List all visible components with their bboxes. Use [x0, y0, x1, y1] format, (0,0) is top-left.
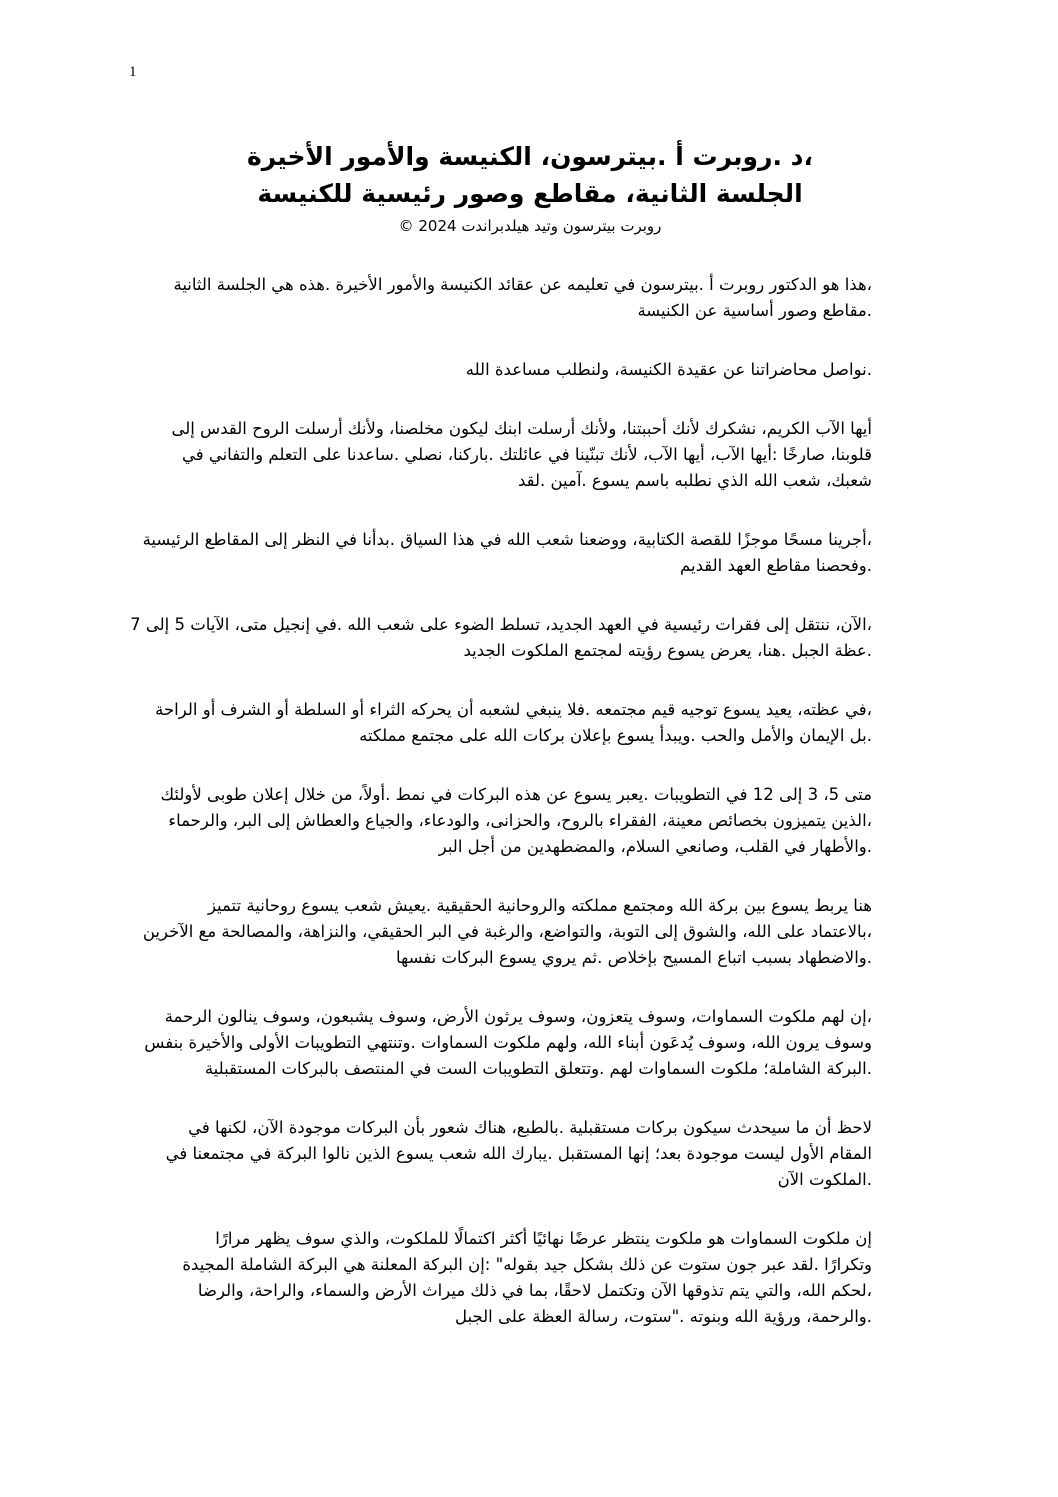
- text-line: .والرحمة، ورؤية الله وبنوته ."ستوت، رسالة العظة على الجبل: [454, 1307, 872, 1326]
- text-line: وتكرارًا .لقد عبر جون ستوت عن ذلك بشكل جيد بقوله" :إن البركة المعلنة هي البركة الشاملة المجيدة: [182, 1255, 872, 1274]
- page-number: 1: [129, 64, 137, 80]
- paragraph-spirituality: [134, 893, 872, 971]
- text-line: قلوبنا، صارخًا :أيها الآب، أيها الآب، لأنك تبنّينا في عائلتك .باركنا، نصلي .ساعدنا على التعلم والتفاني في: [181, 445, 872, 464]
- text-line: شعبك، شعب الله الذي نطلبه باسم يسوع .آمين .لقد: [517, 471, 872, 490]
- paragraph-continue: [134, 357, 872, 383]
- paragraph-beatitudes: [134, 782, 872, 860]
- text-line: لاحظ أن ما سيحدث سيكون بركات مستقبلية .بالطبع، هناك شعور بأن البركات موجودة الآن، لكنها في: [188, 1118, 872, 1137]
- paragraph-blessings: [134, 1004, 872, 1082]
- text-line: هنا يربط يسوع بين بركة الله ومجتمع مملكته والروحانية الحقيقية .يعيش شعب يسوع روحانية تتميز: [207, 896, 872, 915]
- text-line: .بل الإيمان والأمل والحب .ويبدأ يسوع بإعلان بركات الله على مجتمع مملكته: [359, 726, 872, 745]
- text-line: .البركة الشاملة؛ ملكوت السماوات لهم .وتتعلق التطويبات الست في المنتصف بالبركات المستقبلية: [204, 1059, 872, 1078]
- paragraph-sermon-values: [134, 697, 872, 749]
- text-line: أيها الآب الكريم، نشكرك لأنك أحببتنا، ولأنك أرسلت ابنك ليكون مخلصنا، ولأنك أرسلت الروح القدس إلى: [171, 419, 872, 438]
- title-block: [150, 138, 910, 238]
- text-line: متى 5، 3 إلى 12 في التطويبات .يعبر يسوع عن هذه البركات في نمط .أولاً، من خلال إعلان طوبى لأولئك: [160, 785, 872, 804]
- title-line-1: ،د .روبرت أ .بيترسون، الكنيسة والأمور الأخيرة: [246, 142, 814, 171]
- text-line: .والأطهار في القلب، وصانعي السلام، والمضطهدين من أجل البر: [438, 837, 872, 856]
- paragraph-survey: [134, 527, 872, 579]
- text-line: ،هذا هو الدكتور روبرت أ .بيترسون في تعليمه عن عقائد الكنيسة والأمور الأخيرة .هذه هي الجلسة الثانية: [173, 275, 872, 294]
- paragraph-new-testament: [130, 612, 872, 664]
- title-line-2: الجلسة الثانية، مقاطع وصور رئيسية للكنيسة: [257, 179, 803, 208]
- text-line: المقام الأول ليست موجودة بعد؛ إنها المستقبل .يبارك الله شعب يسوع الذين نالوا البركة في مجتمعنا في: [165, 1144, 872, 1163]
- text-line: .مقاطع وصور أساسية عن الكنيسة: [637, 301, 872, 320]
- text-line: ،في عظته، يعيد يسوع توجيه قيم مجتمعه .فلا ينبغي لشعبه أن يحركه الثراء أو السلطة أو الشرف أو الراحة: [155, 700, 872, 719]
- paragraph-intro: [134, 272, 872, 324]
- text-line: .وفحصنا مقاطع العهد القديم: [680, 556, 872, 575]
- text-line: ،بالاعتماد على الله، والشوق إلى التوبة، والتواضع، والرغبة في البر الحقيقي، والنزاهة، والمصالحة مع الآخرين: [142, 922, 872, 941]
- text-line: .والاضطهاد بسبب اتباع المسيح بإخلاص .ثم يروي يسوع البركات نفسها: [395, 948, 872, 967]
- text-line: وسوف يرون الله، وسوف يُدعَون أبناء الله، ولهم ملكوت السماوات .وتنتهي التطويبات الأولى والأخيرة بنفس: [144, 1033, 872, 1052]
- text-line: ،أجرينا مسحًا موجزًا للقصة الكتابية، ووضعنا شعب الله في هذا السياق .بدأنا في النظر إلى المقاطع الرئيسية: [142, 530, 872, 549]
- text-line: ،لحكم الله، والتي يتم تذوقها الآن وتكتمل لاحقًا، بما في ذلك ميراث الأرض والسماء، والراحة، والرضا: [197, 1281, 872, 1300]
- text-line: إن ملكوت السماوات هو ملكوت ينتظر عرضًا نهائيًا أكثر اكتمالًا للملكوت، والذي سوف يظهر مرارًا: [215, 1229, 872, 1248]
- paragraph-prayer: [134, 416, 872, 494]
- document-body: [130, 272, 872, 1363]
- text-line: .نواصل محاضراتنا عن عقيدة الكنيسة، ولنطلب مساعدة الله: [465, 360, 872, 379]
- text-line: .الملكوت الآن: [777, 1170, 872, 1189]
- paragraph-future-blessings: [134, 1115, 872, 1193]
- paragraph-kingdom: [134, 1226, 872, 1330]
- copyright-credit: روبرت بيترسون وتيد هيلدبراندت 2024 ©: [398, 217, 662, 235]
- text-line: ،إن لهم ملكوت السماوات، وسوف يتعزون، وسوف يرثون الأرض، وسوف يشبعون، وسوف ينالون الرحمة: [164, 1007, 872, 1026]
- text-line: ،الآن، ننتقل إلى فقرات رئيسية في العهد الجديد، تسلط الضوء على شعب الله .في إنجيل متى، الآيات 5 إلى 7: [130, 615, 872, 634]
- text-line: ،الذين يتميزون بخصائص معينة، الفقراء بالروح، والحزانى، والودعاء، والجياع والعطاش إلى البر، والرحماء: [168, 811, 872, 830]
- text-line: .عظة الجبل .هنا، يعرض يسوع رؤيته لمجتمع الملكوت الجديد: [463, 641, 872, 660]
